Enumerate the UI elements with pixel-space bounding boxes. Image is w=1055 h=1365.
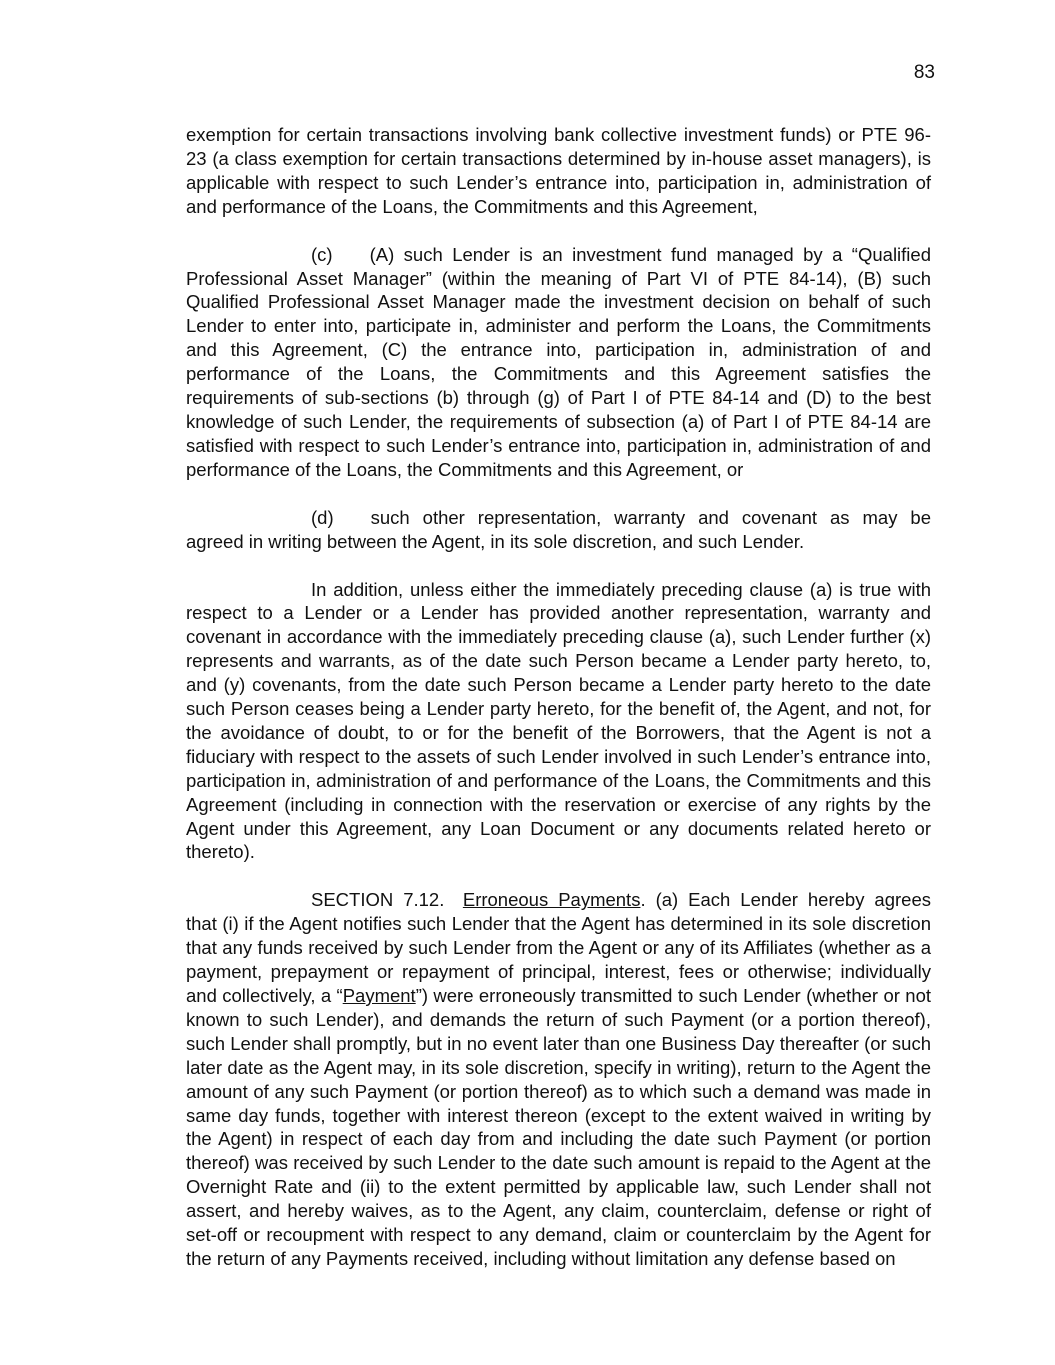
section-7-12-paragraph — [186, 888, 931, 1271]
paragraph-in-addition: In addition, unless either the immediately preceding clause (a) is true with respect to a Lender or a Lender has provided another representation, warranty and covenant in accordance with the immediately preceding clause (a), such Lender further (x) represents and warrants, as of the date such Person became a Lender party hereto, to, and (y) covenants, from the date such Person became a Lender party hereto to the date such Person ceases being a Lender party hereto, for the benefit of, the Agent, and not, for the avoidance of doubt, to or for the benefit of the Borrowers, that the Agent is not a fiduciary with respect to the assets of such Lender involved in such Lender’s entrance into, participation in, administration of and performance of the Loans, the Commitments and this Agreement (including in connection with the reservation or exercise of any rights by the Agent under this Agreement, any Loan Document or any documents related hereto or thereto). — [186, 578, 931, 863]
paragraph-clause-c: (c) (A) such Lender is an investment fund managed by a “Qualified Professional Asset Manager” (within the meaning of Part VI of PTE 84-14), (B) such Qualified Professional Asset Manager made the investment decision on behalf of such Lender to enter into, participate in, administer and perform the Loans, the Commitments and this Agreement, (C) the entrance into, participation in, administration of and performance of the Loans, the Commitments and this Agreement satisfies the requirements of sub-sections (b) through (g) of Part I of PTE 84-14 and (D) to the best knowledge of such Lender, the requirements of subsection (a) of Part I of PTE 84-14 are satisfied with respect to such Lender’s entrance into, participation in, administration of and performance of the Loans, the Commitments and this Agreement, or — [186, 243, 931, 480]
paragraph-clause-d: (d) such other representation, warranty and covenant as may be agreed in writing between the Agent, in its sole discretion, and such Lender. — [186, 506, 931, 552]
document-body — [186, 123, 931, 1295]
page-number: 83 — [913, 62, 935, 83]
section-text-part-1: . (a) Each Lender hereby agrees that (i) if the Agent notifies such Lender that the Agent has determined in its sole discretion that any funds received by such Lender from the Agent or any of its Affiliates (whether as a payment, prepayment or repayment of principal, interest, fees or otherwise; individually and collectively, a “ — [186, 889, 931, 1006]
section-text-part-2: ”) were erroneously transmitted to such Lender (whether or not known to such Lender), and demands the return of such Payment (or a portion thereof), such Lender shall promptly, but in no event later than one Business Day thereafter (or such later date as the Agent may, in its sole discretion, specify in writing), return to the Agent the amount of any such Payment (or portion thereof) as to which such a demand was made in same day funds, together with interest thereon (except to the extent waived in writing by the Agent) in respect of each day from and including the date such Payment (or portion thereof) was received by such Lender to the date such amount is repaid to the Agent at the Overnight Rate and (ii) to the extent permitted by applicable law, such Lender shall not assert, and hereby waives, as to the Agent, any claim, counterclaim, defense or right of set-off or recoupment with respect to any demand, claim or counterclaim by the Agent for the return of any Payments received, including without limitation any defense based on — [186, 985, 931, 1269]
section-number: SECTION 7.12. — [311, 889, 445, 911]
section-heading: Erroneous Payments — [462, 889, 641, 911]
defined-term-payment: Payment — [342, 985, 416, 1006]
paragraph-continuation: exemption for certain transactions involving bank collective investment funds) or PTE 96-23 (a class exemption for certain transactions determined by in-house asset managers), is applicable with respect to such Lender’s entrance into, participation in, administration of and performance of the Loans, the Commitments and this Agreement, — [186, 124, 931, 217]
